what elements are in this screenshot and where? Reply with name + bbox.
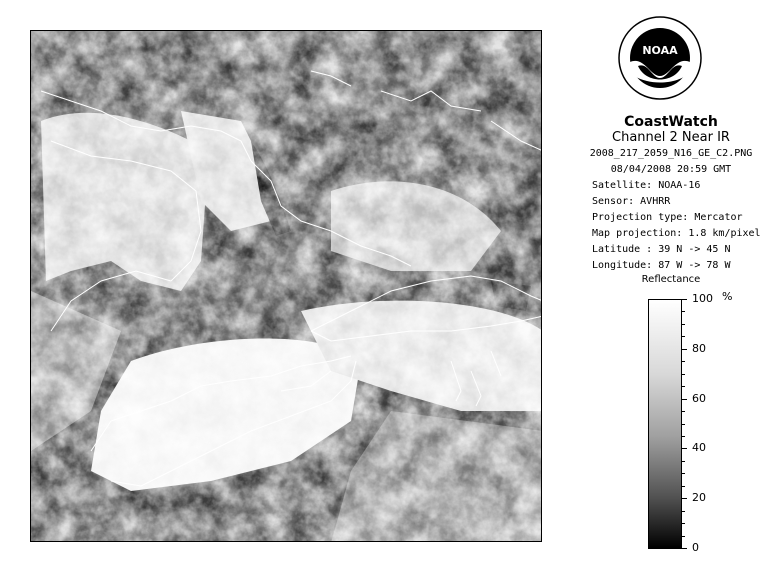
scale-tick (682, 349, 687, 350)
satellite-image-svg (31, 31, 542, 542)
scale-tick (682, 299, 687, 300)
map-projection-label: Map projection: 1.8 km/pixel (592, 228, 761, 239)
scale-tick (682, 498, 687, 499)
date-time: 08/04/2008 20:59 GMT (610, 164, 732, 175)
scale-minor-tick (682, 523, 685, 524)
scale-minor-tick (682, 374, 685, 375)
scale-minor-tick (682, 411, 685, 412)
channel-name: Channel 2 Near IR (612, 130, 730, 145)
scale-tick-label: 20 (692, 491, 706, 505)
scale-tick-label: 80 (692, 341, 706, 355)
scale-tick-label: 40 (692, 441, 706, 455)
scale-minor-tick (682, 386, 685, 387)
scale-minor-tick (682, 324, 685, 325)
info-panel (560, 0, 782, 572)
scale-minor-tick (682, 436, 685, 437)
longitude-label: Longitude: 87 W -> 78 W (592, 260, 731, 271)
satellite-label: Satellite: NOAA-16 (592, 180, 701, 191)
sensor-label: Sensor: AVHRR (592, 196, 671, 207)
scale-tick (682, 448, 687, 449)
scale-minor-tick (682, 336, 685, 337)
scale-minor-tick (682, 511, 685, 512)
scale-minor-tick (682, 311, 685, 312)
scale-minor-tick (682, 486, 685, 487)
scale-tick (682, 548, 687, 549)
scale-ticks (682, 292, 742, 554)
latitude-label: Latitude : 39 N -> 45 N (592, 244, 731, 255)
logo-text: NOAA (642, 44, 678, 57)
scale-minor-tick (682, 424, 685, 425)
scale-tick (682, 399, 687, 400)
scale-tick-label: 0 (692, 541, 699, 554)
organization-name: CoastWatch (624, 114, 718, 130)
projection-label: Projection type: Mercator (592, 212, 743, 223)
scale-minor-tick (682, 461, 685, 462)
reflectance-colorbar (648, 299, 682, 549)
scale-tick-label: 60 (692, 391, 706, 405)
satellite-image (30, 30, 542, 542)
scale-unit: % (722, 290, 733, 303)
scale-tick-label: 100 (692, 292, 713, 305)
scale-minor-tick (682, 536, 685, 537)
scale-minor-tick (682, 473, 685, 474)
file-name: 2008_217_2059_N16_GE_C2.PNG (589, 148, 753, 159)
scale-minor-tick (682, 361, 685, 362)
noaa-logo (618, 16, 702, 100)
scale-title: Reflectance (641, 274, 701, 285)
